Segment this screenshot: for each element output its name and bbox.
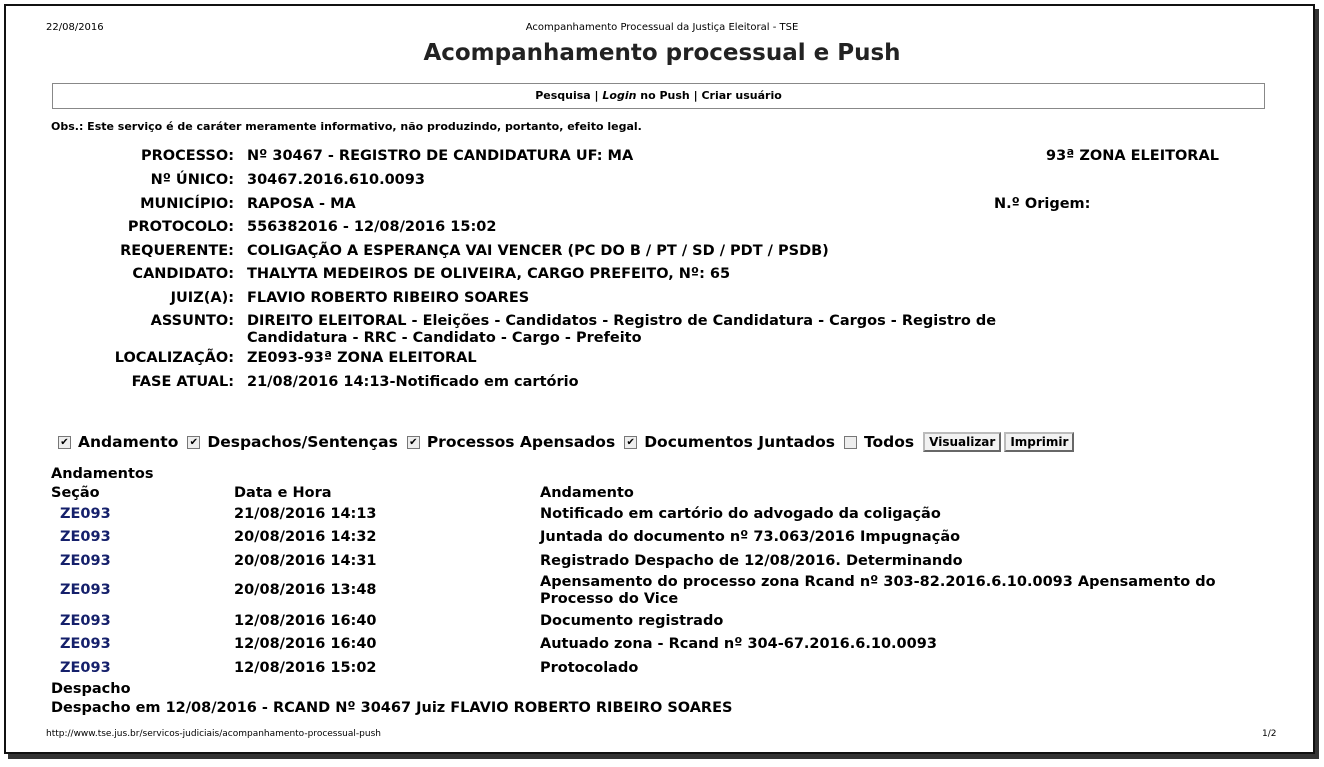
field-label-fase-atual: FASE ATUAL: xyxy=(131,374,234,390)
despacho-text: Despacho em 12/08/2016 - RCAND Nº 30467 Juiz FLAVIO ROBERTO RIBEIRO SOARES xyxy=(51,700,733,716)
table-cell-secao: ZE093 xyxy=(60,582,111,598)
field-label-requerente: REQUERENTE: xyxy=(120,243,234,259)
table-cell-secao: ZE093 xyxy=(60,660,111,676)
table-cell-data: 12/08/2016 16:40 xyxy=(234,636,377,652)
nav-link-criar-usuario[interactable]: Criar usuário xyxy=(701,89,782,102)
imprimir-button[interactable]: Imprimir xyxy=(1004,432,1074,452)
table-cell-data: 21/08/2016 14:13 xyxy=(234,506,377,522)
nav-link-pesquisa[interactable]: Pesquisa xyxy=(535,89,591,102)
table-cell-andamento: Registrado Despacho de 12/08/2016. Determinando xyxy=(540,553,963,569)
field-value-juiz: FLAVIO ROBERTO RIBEIRO SOARES xyxy=(247,290,530,306)
table-cell-andamento: Notificado em cartório do advogado da coligação xyxy=(540,506,941,522)
table-cell-data: 20/08/2016 13:48 xyxy=(234,582,377,598)
table-cell-andamento: Autuado zona - Rcand nº 304-67.2016.6.10.0093 xyxy=(540,636,937,652)
field-label-assunto: ASSUNTO: xyxy=(150,313,234,329)
field-label-candidato: CANDIDATO: xyxy=(132,266,234,282)
checkbox-todos-label: Todos xyxy=(863,433,915,451)
field-label-localizacao: LOCALIZAÇÃO: xyxy=(114,350,234,366)
table-cell-secao: ZE093 xyxy=(60,553,111,569)
table-cell-data: 12/08/2016 16:40 xyxy=(234,613,377,629)
page-title: Acompanhamento processual e Push xyxy=(423,40,901,66)
table-cell-data: 20/08/2016 14:31 xyxy=(234,553,377,569)
checkbox-todos[interactable] xyxy=(844,436,857,449)
checkbox-juntados[interactable]: ✔ xyxy=(624,436,637,449)
field-value-processo: Nº 30467 - REGISTRO DE CANDIDATURA UF: MA xyxy=(247,148,634,164)
nav-bar xyxy=(52,83,1265,109)
field-value-fase-atual: 21/08/2016 14:13-Notificado em cartório xyxy=(247,374,579,390)
table-cell-andamento: Juntada do documento nº 73.063/2016 Impugnação xyxy=(540,529,961,545)
field-value-protocolo: 556382016 - 12/08/2016 15:02 xyxy=(247,219,497,235)
field-label-municipio: MUNICÍPIO: xyxy=(140,196,234,212)
footer-url: http://www.tse.jus.br/servicos-judiciais/acompanhamento-processual-push xyxy=(46,729,381,739)
field-value-candidato: THALYTA MEDEIROS DE OLIVEIRA, CARGO PREFEITO, Nº: 65 xyxy=(247,266,731,282)
table-cell-secao: ZE093 xyxy=(60,636,111,652)
footer-page-number: 1/2 xyxy=(1262,729,1277,739)
checkbox-apensados[interactable]: ✔ xyxy=(407,436,420,449)
print-date: 22/08/2016 xyxy=(46,22,104,33)
field-value-municipio: RAPOSA - MA xyxy=(247,196,356,212)
origem-label: N.º Origem: xyxy=(994,196,1091,212)
print-header-title: Acompanhamento Processual da Justiça Eleitoral - TSE xyxy=(525,22,799,33)
visualizar-button[interactable]: Visualizar xyxy=(923,432,1001,452)
filter-bar xyxy=(55,432,1074,452)
nav-separator: | xyxy=(689,89,702,102)
table-cell-secao: ZE093 xyxy=(60,506,111,522)
field-label-numero-unico: Nº ÚNICO: xyxy=(150,172,234,188)
table-cell-andamento: Documento registrado xyxy=(540,613,724,629)
checkbox-despachos[interactable]: ✔ xyxy=(187,436,200,449)
table-cell-andamento: Apensamento do processo zona Rcand nº 303-82.2016.6.10.0093 Apensamento do Processo do Vice xyxy=(540,574,1216,607)
table-cell-secao: ZE093 xyxy=(60,613,111,629)
nav-link-login-push[interactable] xyxy=(602,89,689,102)
table-cell-data: 12/08/2016 15:02 xyxy=(234,660,377,676)
checkbox-juntados-label: Documentos Juntados xyxy=(644,433,835,451)
field-value-requerente: COLIGAÇÃO A ESPERANÇA VAI VENCER (PC DO B / PT / SD / PDT / PSDB) xyxy=(247,243,829,259)
nav-link-login-rest: no Push xyxy=(636,89,690,102)
nav-link-login-em: Login xyxy=(602,89,637,102)
field-label-processo: PROCESSO: xyxy=(140,148,234,164)
field-value-assunto: DIREITO ELEITORAL - Eleições - Candidatos - Registro de Candidatura - Cargos - Registro de Candidatura - RRC - Candidato - Cargo - Prefeito xyxy=(247,313,997,346)
field-label-protocolo: PROTOCOLO: xyxy=(127,219,234,235)
checkbox-apensados-label: Processos Apensados xyxy=(426,433,616,451)
field-value-localizacao: ZE093-93ª ZONA ELEITORAL xyxy=(247,350,477,366)
despacho-title: Despacho xyxy=(51,681,131,697)
zona-eleitoral: 93ª ZONA ELEITORAL xyxy=(1046,148,1219,164)
table-cell-data: 20/08/2016 14:32 xyxy=(234,529,377,545)
checkbox-despachos-label: Despachos/Sentenças xyxy=(207,433,398,451)
checkbox-andamento[interactable]: ✔ xyxy=(58,436,71,449)
column-header-andamento: Andamento xyxy=(540,485,634,501)
disclaimer-note: Obs.: Este serviço é de caráter meramente informativo, não produzindo, portanto, efeito legal. xyxy=(51,120,642,133)
column-header-secao: Seção xyxy=(51,485,100,501)
table-cell-secao: ZE093 xyxy=(60,529,111,545)
nav-separator: | xyxy=(590,89,603,102)
checkbox-andamento-label: Andamento xyxy=(78,433,179,451)
column-header-data: Data e Hora xyxy=(234,485,332,501)
andamentos-title: Andamentos xyxy=(51,466,154,482)
field-label-juiz: JUIZ(A): xyxy=(170,290,234,306)
table-cell-andamento: Protocolado xyxy=(540,660,639,676)
field-value-numero-unico: 30467.2016.610.0093 xyxy=(247,172,425,188)
